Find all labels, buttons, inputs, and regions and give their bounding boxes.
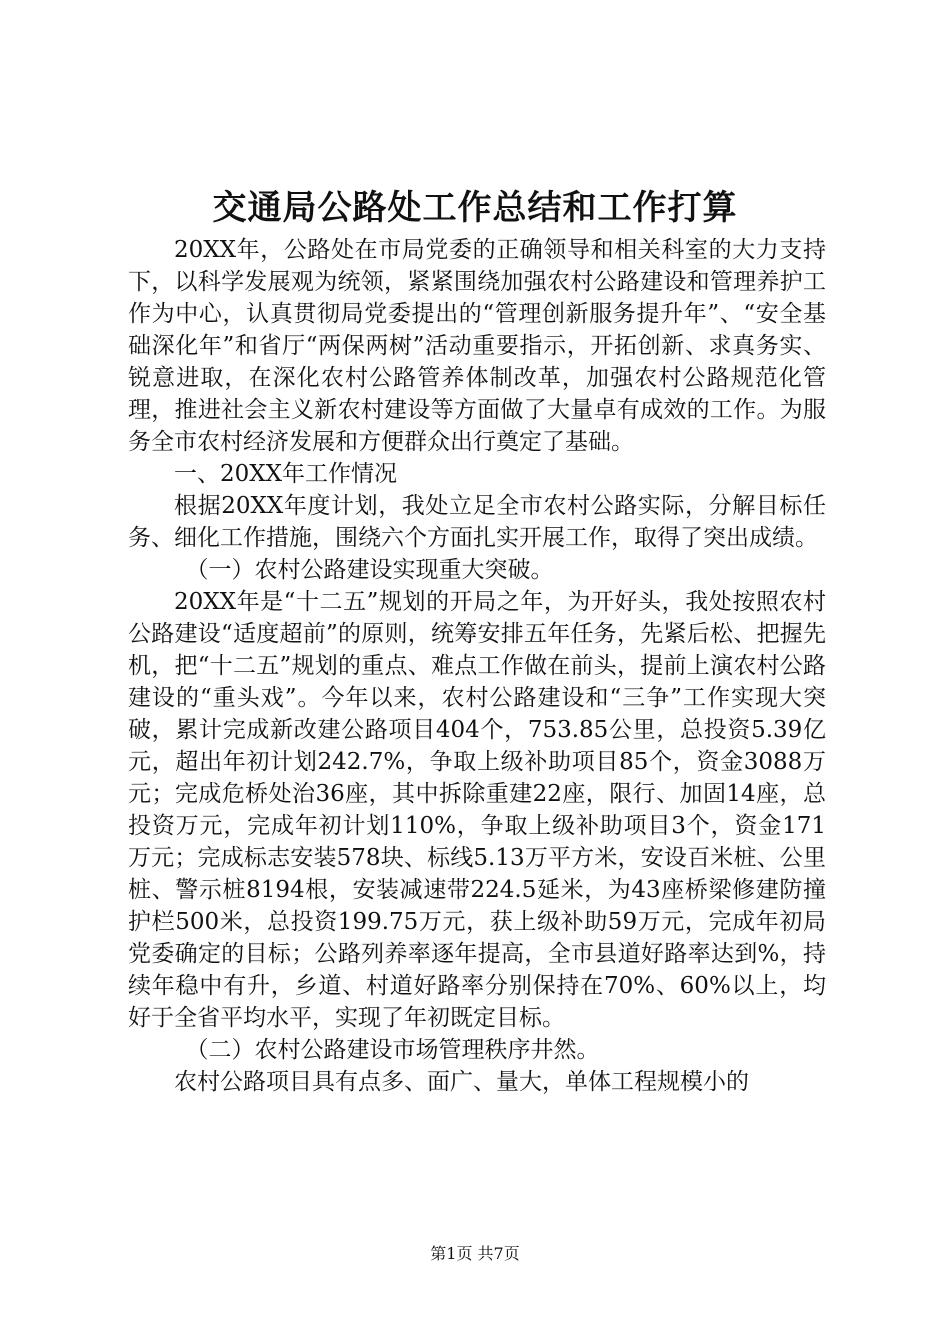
document-title: 交通局公路处工作总结和工作打算 [212,188,738,228]
paragraph-overview: 根据20XX年度计划，我处立足全市农村公路实际，分解目标任务、细化工作措施，围绕六个方面扎实开展工作，取得了突出成绩。 [128,493,826,551]
subsection-heading-2: （二）农村公路建设市场管理秩序井然。 [185,1037,600,1063]
paragraph-market: 农村公路项目具有点多、面广、量大，单体工程规模小的 [174,1069,749,1095]
paragraph-intro: 20XX年，公路处在市局党委的正确领导和相关科室的大力支持下，以科学发展观为统领，紧紧围绕加强农村公路建设和管理养护工作为中心，认真贯彻局党委提出的“管理创新服务提升年”、“安全基础深化年”和省厅“两保两树”活动重要指示，开拓创新、求真务实、锐意进取，在深化农村公路管养体制改革，加强农村公路规范化管理，推进社会主义新农村建设等方面做了大量卓有成效的工作。为服务全市农村经济发展和方便群众出行奠定了基础。 [128,237,826,455]
subsection-heading-1: （一）农村公路建设实现重大突破。 [185,557,554,583]
page-footer: 第1页 共7页 [430,1244,520,1263]
document-body [128,234,826,1098]
section-heading: 一、20XX年工作情况 [174,461,398,487]
paragraph-construction: 20XX年是“十二五”规划的开局之年，为开好头，我处按照农村公路建设“适度超前”的原则，统筹安排五年任务，先紧后松、把握先机，把“十二五”规划的重点、难点工作做在前头，提前上演农村公路建设的“重头戏”。今年以来，农村公路建设和“三争”工作实现大突破，累计完成新改建公路项目404个，753.85公里，总投资5.39亿元，超出年初计划242.7%，争取上级补助项目85个，资金3088万元；完成危桥处治36座，其中拆除重建22座，限行、加固14座，总投资万元，完成年初计划110%，争取上级补助项目3个，资金171万元；完成标志安装578块、标线5.13万平方米，安设百米桩、公里桩、警示桩8194根，安装减速带224.5延米，为43座桥梁修建防撞护栏500米，总投资199.75万元，获上级补助59万元，完成年初局党委确定的目标；公路列养率逐年提高，全市县道好路率达到%，持续年稳中有升，乡道、村道好路率分别保持在70%、60%以上，均好于全省平均水平，实现了年初既定目标。 [128,589,826,1031]
